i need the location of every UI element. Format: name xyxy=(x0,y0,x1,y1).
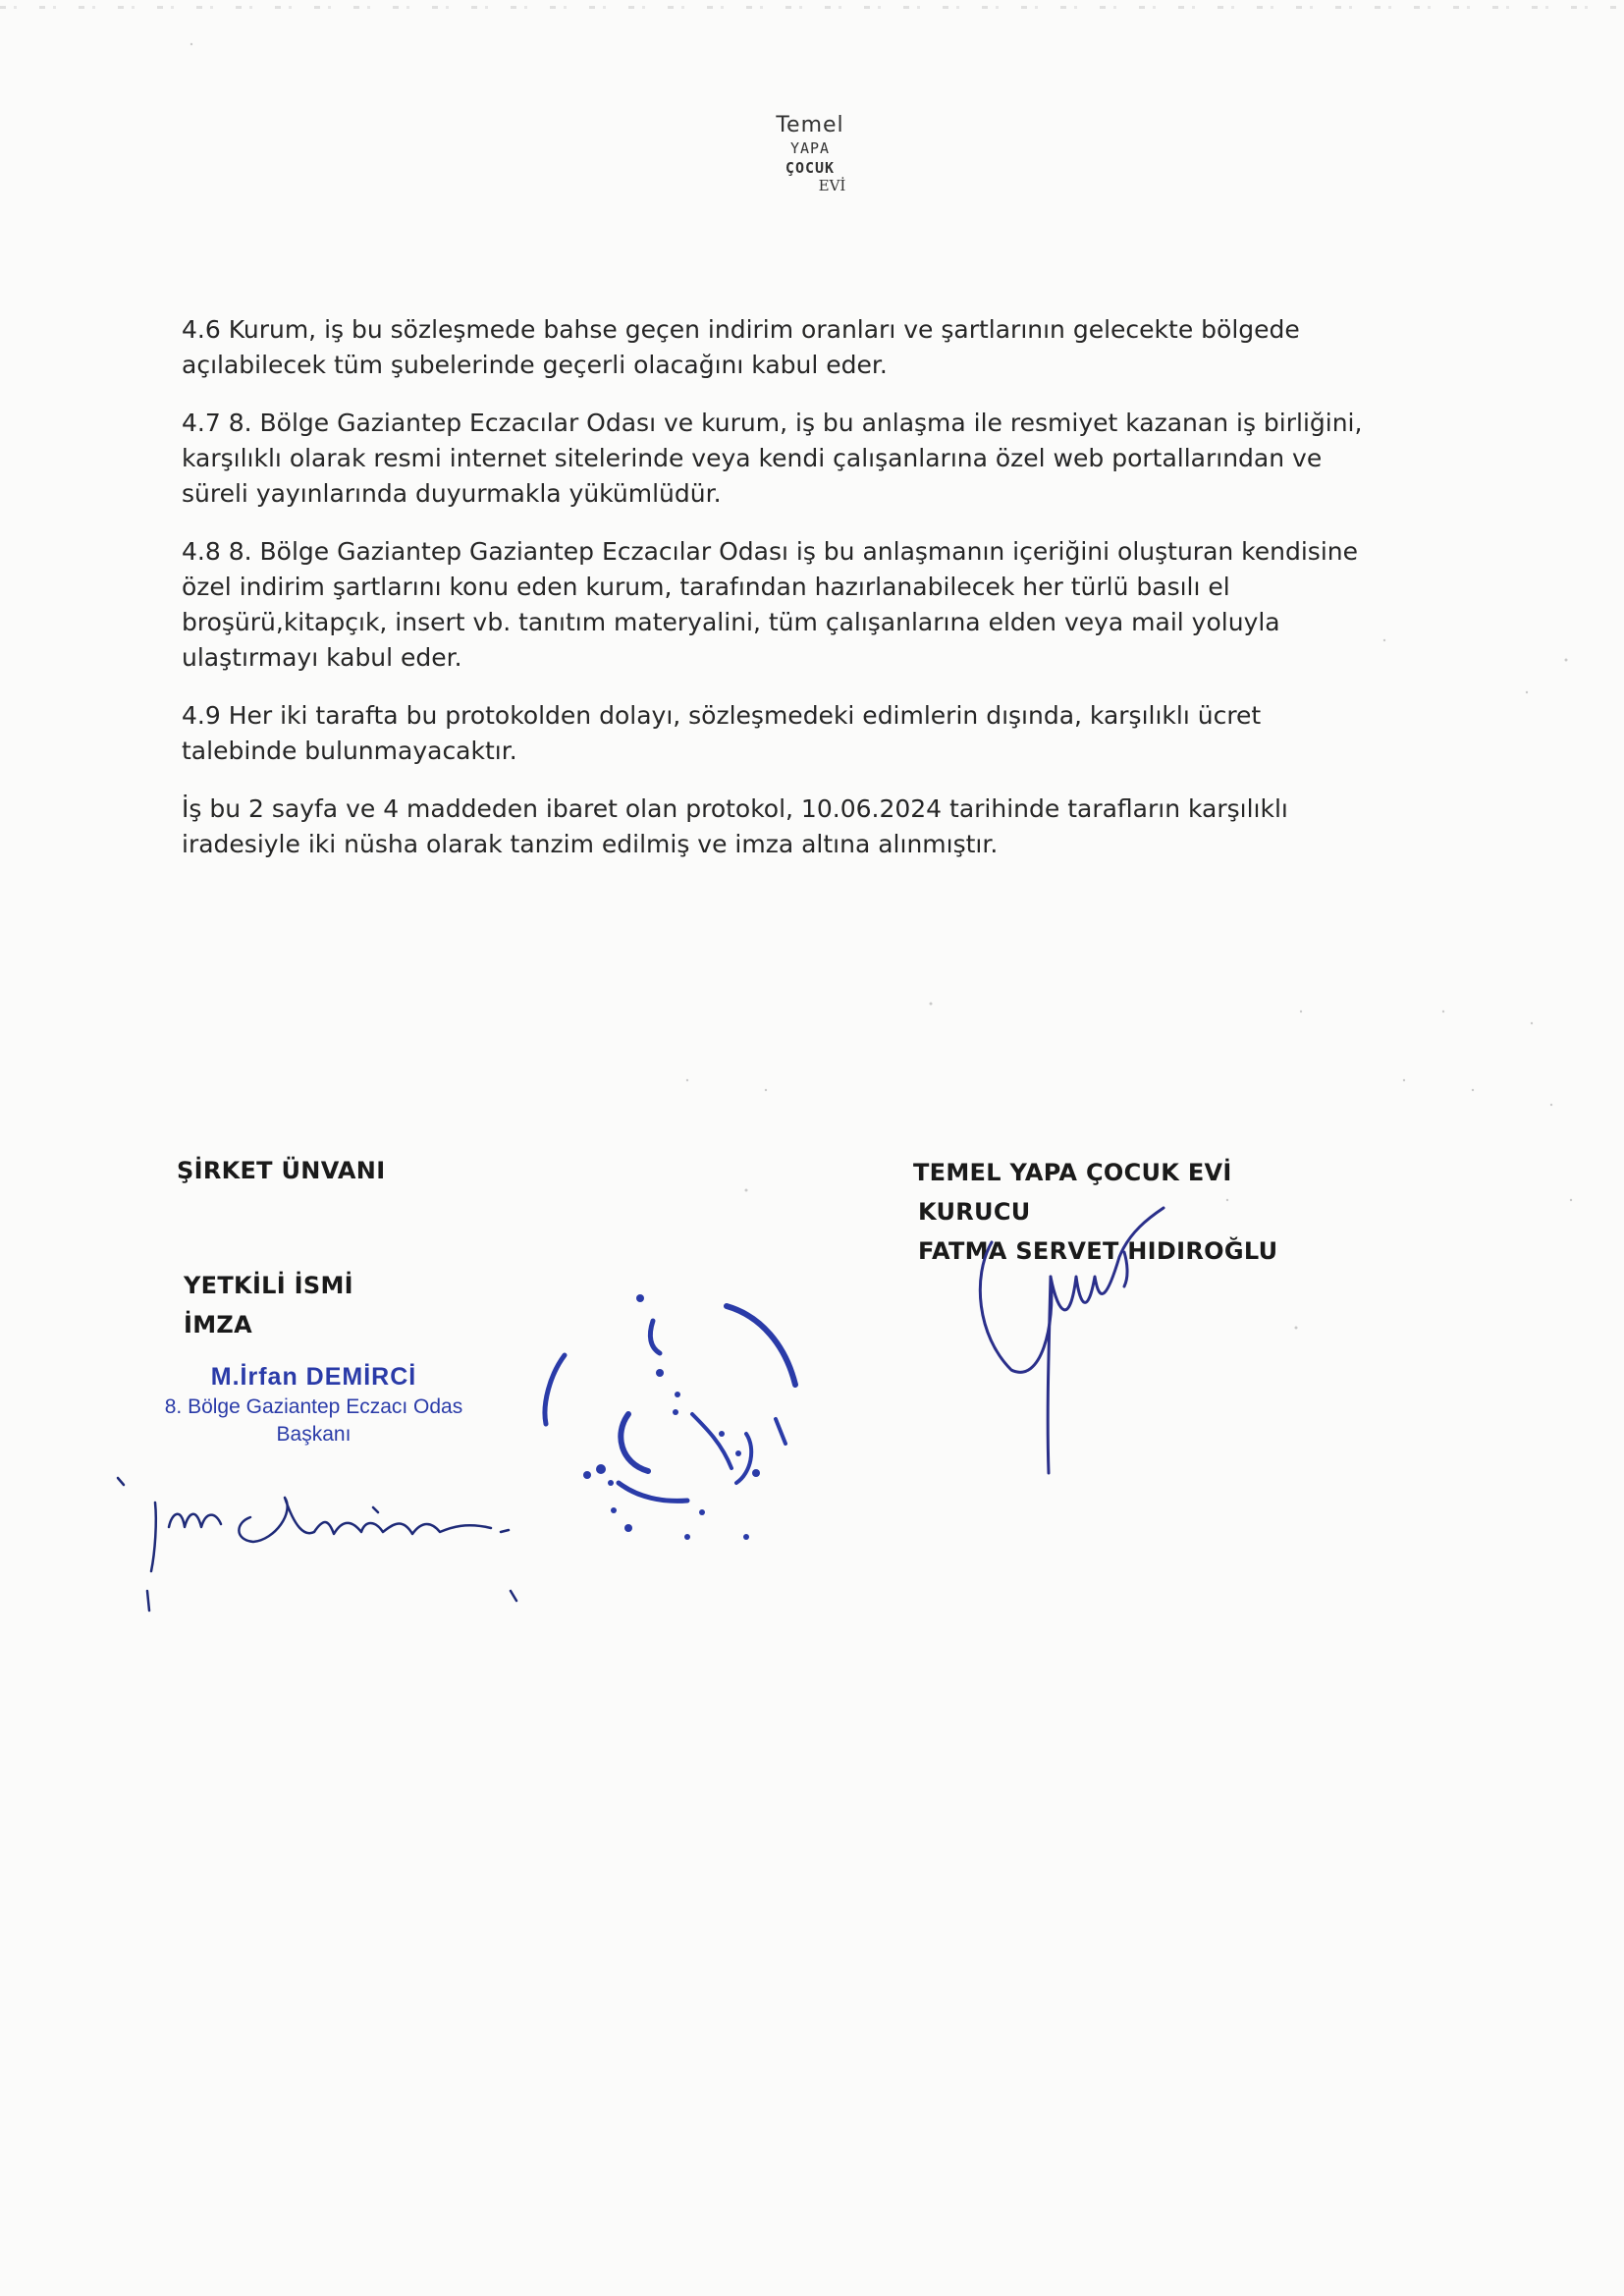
logo-line-4: EVİ xyxy=(818,177,846,194)
text-line: özel indirim şartlarını konu eden kurum, tarafından hazırlanabilecek her türlü basılı el xyxy=(182,573,1230,601)
logo-line-1: Temel xyxy=(776,113,844,137)
text-line: 4.7 8. Bölge Gaziantep Eczacılar Odası ve kurum, iş bu anlaşma ile resmiyet kazanan iş birliğini, xyxy=(182,409,1363,437)
logo-line-2: YAPA xyxy=(789,139,831,157)
authorized-name-label: YETKİLİ İSMİ xyxy=(184,1272,353,1299)
text-line: broşürü,kitapçık, insert vb. tanıtım materyalini, tüm çalışanlarına elden veya mail yoluyla xyxy=(182,608,1280,636)
stamp-title-line-1: 8. Bölge Gaziantep Eczacı Odas xyxy=(164,1395,463,1418)
signature-right xyxy=(980,1208,1164,1473)
text-line: iradesiyle iki nüsha olarak tanzim edilmiş ve imza altına alınmıştır. xyxy=(182,830,999,858)
right-party-person: FATMA SERVET HIDIROĞLU xyxy=(918,1237,1278,1265)
text-line: süreli yayınlarında duyurmakla yükümlüdür. xyxy=(182,479,722,508)
logo-line-3: ÇOCUK xyxy=(785,159,836,177)
text-line: talebinde bulunmayacaktır. xyxy=(182,737,517,765)
text-line: İş bu 2 sayfa ve 4 maddeden ibaret olan protokol, 10.06.2024 tarihinde tarafların karşılıklı xyxy=(182,794,1288,823)
right-party-role: KURUCU xyxy=(918,1198,1031,1226)
signature-label: İMZA xyxy=(184,1311,252,1339)
text-line: açılabilecek tüm şubelerinde geçerli olacağını kabul eder. xyxy=(182,351,888,379)
text-line: 4.8 8. Bölge Gaziantep Gaziantep Eczacılar Odası iş bu anlaşmanın içeriğini oluşturan kendisine xyxy=(182,537,1358,566)
text-line: karşılıklı olarak resmi internet sitelerinde veya kendi çalışanlarına özel web portallarından ve xyxy=(182,444,1323,472)
stamp-name: M.İrfan DEMİRCİ xyxy=(210,1363,417,1391)
text-line: 4.6 Kurum, iş bu sözleşmede bahse geçen indirim oranları ve şartlarının gelecekte bölgede xyxy=(182,315,1300,344)
stamp-title-line-2: Başkanı xyxy=(276,1423,352,1446)
text-line: ulaştırmayı kabul eder. xyxy=(182,643,462,672)
right-party-company: TEMEL YAPA ÇOCUK EVİ xyxy=(913,1159,1232,1186)
text-line: 4.9 Her iki tarafta bu protokolden dolayı, sözleşmedeki edimlerin dışında, karşılıklı ücret xyxy=(182,701,1262,730)
scan-speckles xyxy=(190,43,1572,1330)
company-label: ŞİRKET ÜNVANI xyxy=(177,1157,386,1184)
signature-left xyxy=(118,1478,516,1611)
